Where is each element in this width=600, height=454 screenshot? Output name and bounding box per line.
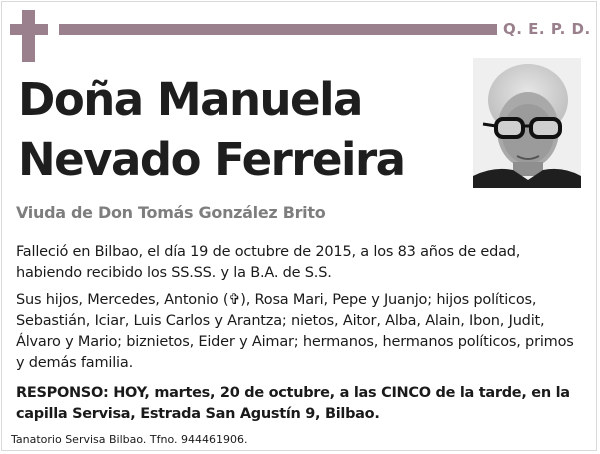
responso-notice: RESPONSO: HOY, martes, 20 de octubre, a las CINCO de la tarde, en la capilla Servisa, Estrada San Agustín 9, Bilbao.	[16, 385, 570, 422]
portrait-photo	[473, 58, 581, 188]
death-notice: Falleció en Bilbao, el día 19 de octubre de 2015, a los 83 años de edad, habiendo recibido los SS.SS. y la B.A. de S.S.	[16, 244, 521, 281]
qepd-label: Q. E. P. D.	[503, 20, 591, 38]
name-line-1: Doña Manuela	[18, 73, 362, 126]
name-line-2: Nevado Ferreira	[18, 133, 405, 186]
widow-of-line: Viuda de Don Tomás González Brito	[16, 203, 326, 222]
family-notice: Sus hijos, Mercedes, Antonio (✞), Rosa Mari, Pepe y Juanjo; hijos políticos, Sebastián, Iciar, Luis Carlos y Arantza; nietos, Aitor, Alba, Alain, Ibon, Judit, Álvaro y Mario; biznietos, Eider y Aimar; hermanos, hermanos políticos, primos y demás familia.	[16, 292, 574, 371]
header-rule	[59, 24, 497, 35]
deceased-name	[18, 70, 405, 190]
funeral-home-footer: Tanatorio Servisa Bilbao. Tfno. 944461906.	[11, 433, 248, 446]
